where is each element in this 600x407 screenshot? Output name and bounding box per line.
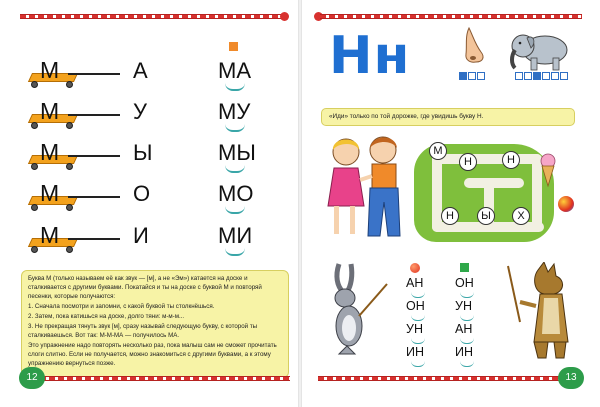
consonant-letter: М — [40, 139, 60, 165]
page-number: 13 — [558, 367, 584, 389]
vowel-letter: О — [133, 181, 151, 206]
syllable: ОН — [406, 299, 425, 313]
vowel-letter: И — [133, 223, 149, 248]
syllable: УН — [406, 322, 423, 336]
syllable: МА — [218, 58, 251, 83]
maze-letter: Н — [459, 153, 477, 171]
syllable: ИН — [406, 345, 425, 359]
syllable-row — [20, 222, 285, 256]
maze-letter: Н — [502, 151, 520, 169]
parent-note — [21, 270, 289, 378]
syllable: МО — [218, 181, 254, 206]
nose-picture — [459, 26, 489, 68]
syllable: ОН — [455, 276, 474, 290]
syllable-arc — [225, 83, 245, 91]
wolf-picture — [504, 262, 578, 360]
top-stripe-left — [20, 14, 282, 19]
syllable: АН — [406, 276, 424, 290]
syllable-row — [20, 98, 285, 132]
syllable-arc — [225, 124, 245, 132]
bottom-stripe-right — [318, 376, 564, 381]
green-square-marker — [460, 263, 469, 272]
connector-line — [68, 155, 120, 157]
stripe-cap-left — [280, 12, 289, 21]
vowel-letter: У — [133, 99, 147, 124]
maze-letter: М — [429, 142, 447, 160]
connector-line — [68, 196, 120, 198]
orange-square-marker — [229, 42, 238, 51]
elephant-picture — [507, 28, 573, 72]
maze-instruction: «Иди» только по той дорожке, где увидишь букву Н. — [321, 108, 575, 126]
syllable: МИ — [218, 223, 253, 248]
children-picture — [320, 128, 412, 246]
connector-line — [68, 114, 120, 116]
red-dot-marker — [410, 263, 420, 273]
top-stripe-right — [320, 14, 582, 19]
consonant-letter: М — [40, 180, 60, 206]
ice-cream-picture — [540, 152, 556, 188]
maze-letter: Ы — [477, 207, 495, 225]
syllable-arc — [225, 165, 245, 173]
ball-picture — [558, 196, 574, 212]
note-paragraph: 3. Не прекращая тянуть звук [м], сразу называй следующую букву, с которой ты сталкиваешься. Вот так: М-М-МА — получилось МА. — [28, 322, 258, 339]
note-paragraph: Это упражнение надо повторять несколько раз, пока малыш сам не сможет прочитать слоги слитно. Если не получается, можно знакомиться с другими буквами, а к этому упражнению вернуться позже. — [28, 341, 277, 367]
page-number: 12 — [19, 367, 45, 389]
rabbit-picture — [325, 262, 389, 358]
note-paragraph: 2. Затем, пока катишься на доске, долго тяни: м-м-м... — [28, 312, 185, 320]
consonant-letter: М — [40, 222, 60, 248]
sound-cells — [515, 72, 569, 80]
bottom-stripe-left — [40, 376, 290, 381]
syllable-row — [20, 139, 285, 173]
syllable-arc — [225, 248, 245, 256]
consonant-letter: М — [40, 98, 60, 124]
connector-line — [68, 73, 120, 75]
syllable: ИН — [455, 345, 474, 359]
note-paragraph: 1. Сначала посмотри и запомни, с какой буквой ты столкнёшься. — [28, 302, 215, 310]
consonant-letter: М — [40, 57, 60, 83]
syllable-row — [20, 57, 285, 91]
connector-line — [68, 238, 120, 240]
maze-letter: Х — [512, 207, 530, 225]
vowel-letter: А — [133, 58, 148, 83]
sound-cells — [459, 72, 486, 80]
syllable: МУ — [218, 99, 251, 124]
note-paragraph: Буква М (только называем её как звук — [м], а не «Эм») катается на доске и сталкивается с другими буквами. Покатайся и ты на доске с буквой М и повторяй песенки, которые получаются: — [28, 275, 262, 300]
syllable-row — [20, 180, 285, 214]
syllable: МЫ — [218, 140, 256, 165]
syllable: АН — [455, 322, 473, 336]
syllable: УН — [455, 299, 472, 313]
maze-letter: Н — [441, 207, 459, 225]
vowel-letter: Ы — [133, 140, 153, 165]
syllable-arc — [225, 206, 245, 214]
letter-heading: Нн — [329, 26, 411, 86]
